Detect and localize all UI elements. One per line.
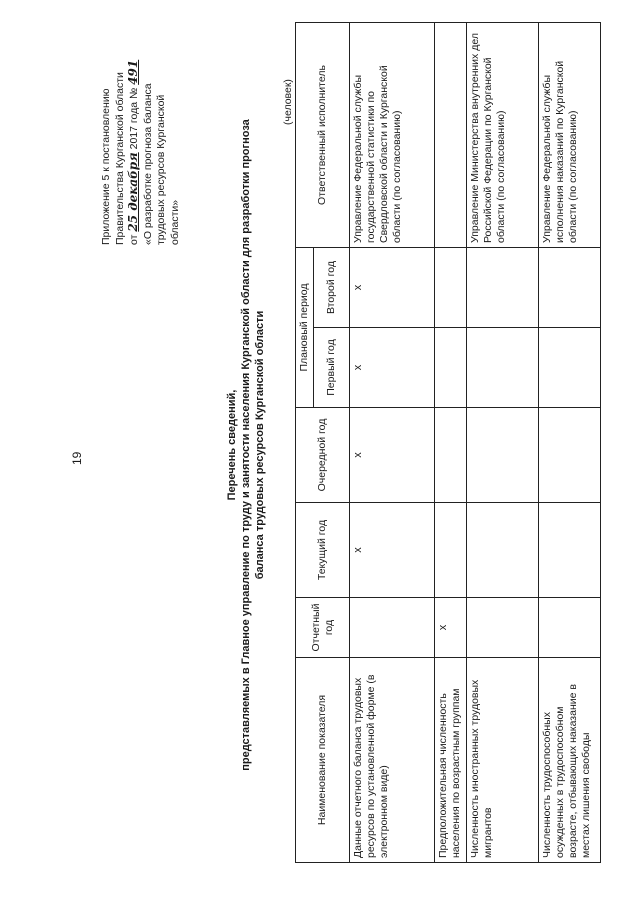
cell-indicator: Численность трудоспособных осужденных в трудоспособном возрасте, отбывающих наказание в местах лишения свободы: [539, 658, 601, 863]
header-first-year: Первый год: [314, 328, 350, 408]
table-row: [350, 23, 435, 863]
header-second-year: Второй год: [314, 248, 350, 328]
cell-mark: [435, 503, 467, 598]
cell-mark: х: [350, 408, 435, 503]
cell-mark: [467, 598, 539, 658]
table-row: [435, 23, 467, 863]
appendix-line: трудовых ресурсов Курганской: [155, 94, 167, 245]
table-row: [539, 23, 601, 863]
cell-mark: [467, 503, 539, 598]
title-line: представляемых в Главное управление по труду и занятости населения Курганской области для разработки прогноза: [240, 119, 252, 771]
cell-indicator: Численность иностранных трудовых мигрантов: [467, 658, 539, 863]
cell-mark: х: [350, 248, 435, 328]
cell-mark: [467, 248, 539, 328]
cell-mark: [539, 408, 601, 503]
cell-executor: Управление Федеральной службы исполнения наказаний по Курганской области (по согласованию): [539, 23, 601, 248]
unit-label: (человек): [282, 79, 294, 125]
cell-mark: [539, 598, 601, 658]
cell-mark: [435, 248, 467, 328]
cell-mark: [435, 328, 467, 408]
title-line: Перечень сведений,: [226, 389, 238, 501]
indicators-table: [295, 22, 601, 863]
cell-mark: х: [350, 328, 435, 408]
cell-executor: [435, 23, 467, 248]
header-current-year: Текущий год: [296, 503, 350, 598]
cell-mark: [467, 328, 539, 408]
appendix-header: [100, 15, 182, 245]
cell-mark: [539, 248, 601, 328]
cell-mark: [539, 503, 601, 598]
appendix-line: «О разработке прогноза баланса: [141, 83, 154, 245]
header-next-year: Очередной год: [296, 408, 350, 503]
cell-executor: Управление Федеральной службы государственной статистики по Свердловской области и Курганской области (по согласованию): [350, 23, 435, 248]
title-line: баланса трудовых ресурсов Курганской области: [254, 310, 266, 580]
doc-number-handwritten: 491: [126, 59, 140, 85]
cell-mark: [435, 408, 467, 503]
cell-mark: х: [435, 598, 467, 658]
appendix-line: Приложение 5 к постановлению: [100, 88, 112, 245]
appendix-line: области»: [168, 199, 181, 245]
document-title: [225, 105, 267, 785]
cell-mark: [467, 408, 539, 503]
appendix-line: Правительства Курганской области: [113, 72, 126, 245]
header-report-year: Отчетный год: [296, 598, 350, 658]
cell-mark: х: [350, 503, 435, 598]
date-day-handwritten: 25 декабря: [126, 152, 140, 232]
date-year: 2017 года №: [128, 87, 140, 150]
appendix-date-line: [127, 15, 142, 245]
cell-mark: [539, 328, 601, 408]
header-executor: Ответственный исполнитель: [296, 23, 350, 248]
page-number: 19: [70, 451, 84, 465]
header-planning-period: Плановый период: [296, 248, 314, 408]
table-row: [467, 23, 539, 863]
cell-mark: [350, 598, 435, 658]
cell-indicator: Данные отчетного баланса трудовых ресурсов по установленной форме (в электронном виде): [350, 658, 435, 863]
cell-executor: Управление Министерства внутренних дел Российской Федерации по Курганской области (по согласованию): [467, 23, 539, 248]
cell-indicator: Предположительная численность населения по возрастным группам: [435, 658, 467, 863]
date-prefix: от: [128, 234, 140, 245]
header-indicator-name: Наименование показателя: [296, 658, 350, 863]
